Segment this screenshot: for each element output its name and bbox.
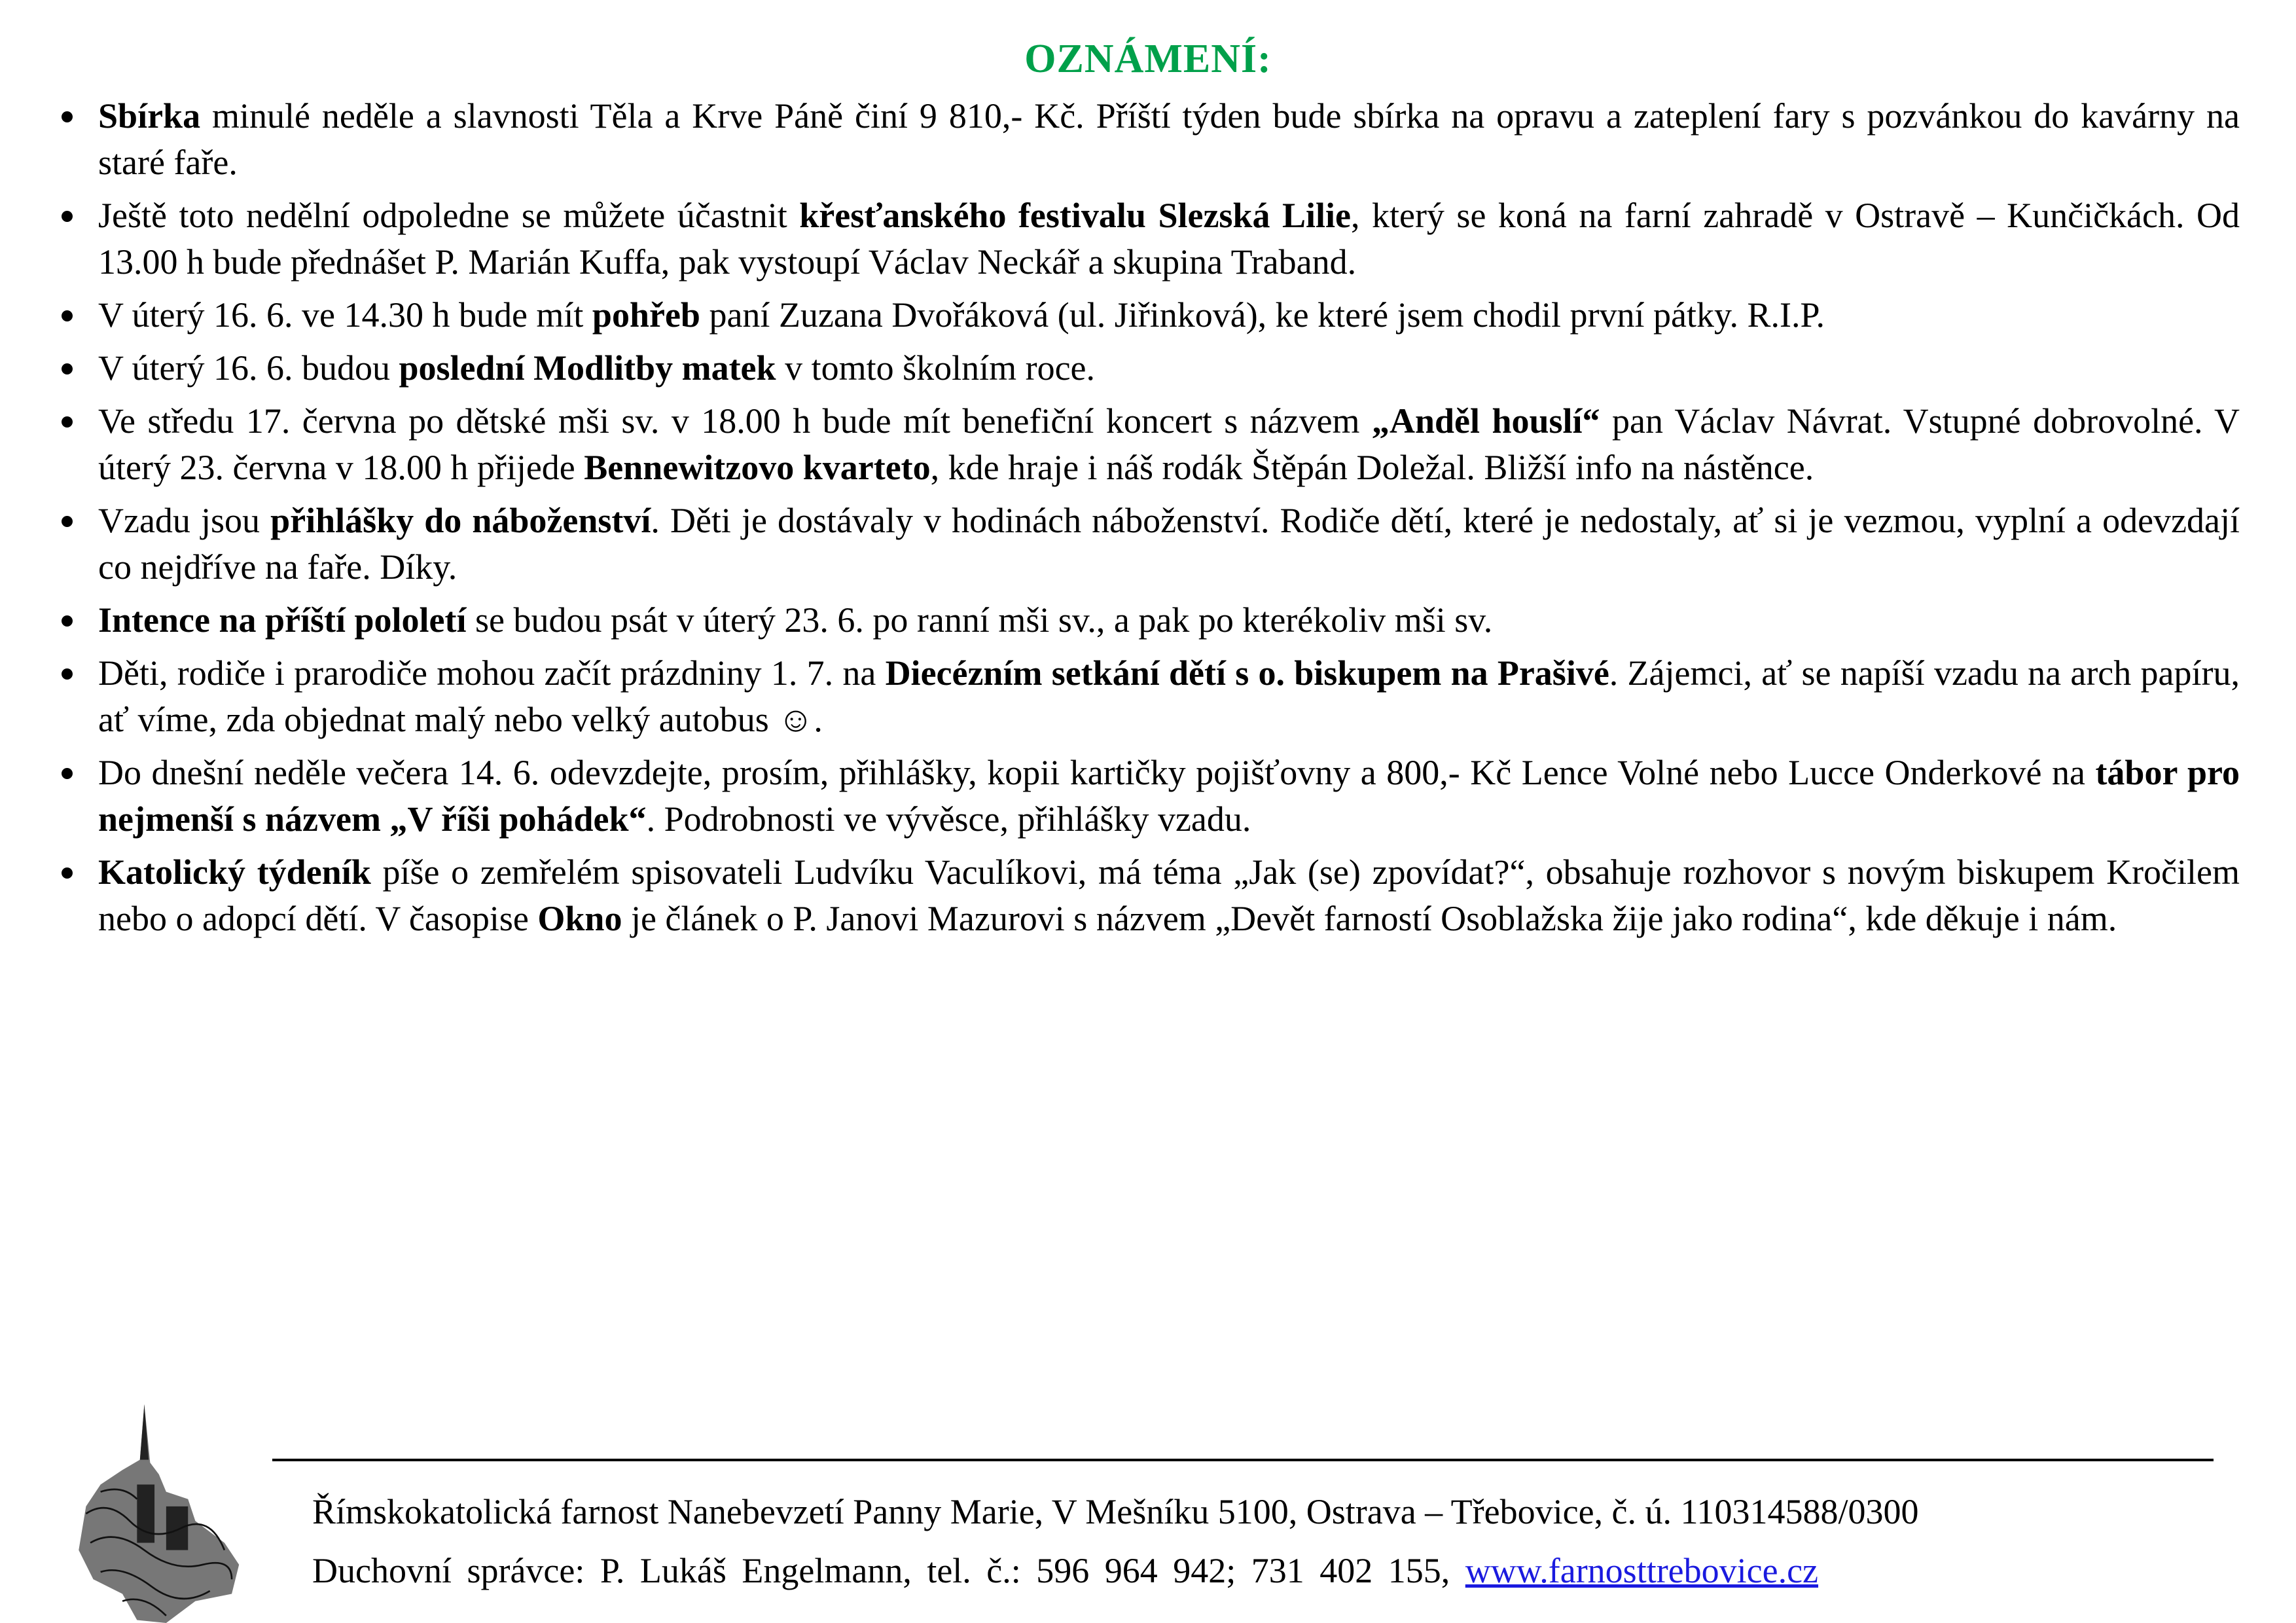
- item-text: , kde hraje i náš rodák Štěpán Doležal. Bližší info na nástěnce.: [930, 448, 1814, 487]
- item-text: pan Václav Návrat. Vstupné dobrovolné. V úterý 23. června v 18.00 h přijede: [98, 401, 2240, 487]
- highlighted-text: tábor pro nejmenší s názvem „V říši pohádek“: [98, 753, 2240, 839]
- highlighted-text: Sbírka: [98, 96, 201, 136]
- item-text: Ve středu 17. června po dětské mši sv. v 18.00 h bude mít benefiční koncert s názvem: [98, 401, 1372, 441]
- announcement-item: [59, 398, 2240, 491]
- highlighted-text: „Anděl houslí“: [1372, 401, 1600, 441]
- item-text: Ještě toto nedělní odpoledne se můžete účastnit: [98, 196, 800, 235]
- announcement-item: [59, 650, 2240, 743]
- item-text: , který se koná na farní zahradě v Ostravě – Kunčičkách. Od 13.00 h bude přednášet P. Marián Kuffa, pak vystoupí Václav Neckář a skupina Traband.: [98, 196, 2240, 282]
- item-text: paní Zuzana Dvořáková (ul. Jiřinková), ke které jsem chodil první pátky. R.I.P.: [700, 295, 1825, 335]
- item-text: píše o zemřelém spisovateli Ludvíku Vaculíkovi, má téma „Jak (se) zpovídat?“, obsahuje rozhovor s novým biskupem Kročilem nebo o adopcí dětí. V časopise: [98, 852, 2240, 938]
- item-text: V úterý 16. 6. budou: [98, 348, 399, 388]
- item-text: se budou psát v úterý 23. 6. po ranní mši sv., a pak po kterékoliv mši sv.: [466, 600, 1493, 640]
- footer-contact-text: Duchovní správce: P. Lukáš Engelmann, tel. č.: 596 964 942; 731 402 155,: [312, 1551, 1465, 1590]
- item-text: v tomto školním roce.: [776, 348, 1096, 388]
- highlighted-text: Intence na příští pololetí: [98, 600, 467, 640]
- item-text: je článek o P. Janovi Mazurovi s názvem „Devět farností Osoblažska žije jako rodina“, kde děkuje i nám.: [622, 899, 2117, 938]
- announcement-item: [59, 192, 2240, 285]
- highlighted-text: Katolický týdeník: [98, 852, 371, 892]
- announcement-item: [59, 93, 2240, 186]
- highlighted-text: Diecézním setkání dětí s o. biskupem na Prašivé: [885, 653, 1609, 693]
- item-text: minulé neděle a slavnosti Těla a Krve Páně činí 9 810,- Kč. Příští týden bude sbírka na opravu a zateplení fary s pozvánkou do kavárny na staré faře.: [98, 96, 2240, 182]
- announcement-item: [59, 849, 2240, 942]
- website-link[interactable]: www.farnosttrebovice.cz: [1465, 1551, 1819, 1590]
- item-text: . Děti je dostávaly v hodinách náboženství. Rodiče dětí, které je nedostaly, ať si je vezmou, vyplní a odevzdají co nejdříve na faře. Díky.: [98, 501, 2240, 587]
- page-title: OZNÁMENÍ:: [1024, 37, 1272, 81]
- highlighted-text: Okno: [537, 899, 622, 938]
- item-text: V úterý 16. 6. ve 14.30 h bude mít: [98, 295, 592, 335]
- item-text: . Podrobnosti ve vývěsce, přihlášky vzadu.: [646, 799, 1251, 839]
- highlighted-text: poslední Modlitby matek: [399, 348, 776, 388]
- highlighted-text: křesťanského festivalu Slezská Lilie: [799, 196, 1351, 235]
- item-text: Děti, rodiče i prarodiče mohou začít prázdniny 1. 7. na: [98, 653, 886, 693]
- announcement-item: [59, 750, 2240, 843]
- item-text: . Zájemci, ať se napíší vzadu na arch papíru, ať víme, zda objednat malý nebo velký autobus ☺.: [98, 653, 2240, 739]
- announcement-list: [59, 93, 2240, 949]
- announcement-item: [59, 597, 2240, 644]
- footer-contact: [312, 1550, 1818, 1591]
- announcement-item: [59, 498, 2240, 591]
- highlighted-text: pohřeb: [592, 295, 700, 335]
- footer-address: Římskokatolická farnost Nanebevzetí Panny Marie, V Mešníku 5100, Ostrava – Třebovice, č. ú. 110314588/0300: [312, 1492, 1919, 1531]
- highlighted-text: přihlášky do náboženství: [270, 501, 651, 540]
- footer-divider: [272, 1459, 2214, 1461]
- announcement-item: [59, 292, 2240, 338]
- highlighted-text: Bennewitzovo kvarteto: [584, 448, 931, 487]
- item-text: Vzadu jsou: [98, 501, 271, 540]
- church-logo-icon: [79, 1404, 268, 1623]
- announcement-item: [59, 345, 2240, 392]
- item-text: Do dnešní neděle večera 14. 6. odevzdejte, prosím, přihlášky, kopii kartičky pojišťovny a 800,- Kč Lence Volné nebo Lucce Onderkové na: [98, 753, 2096, 792]
